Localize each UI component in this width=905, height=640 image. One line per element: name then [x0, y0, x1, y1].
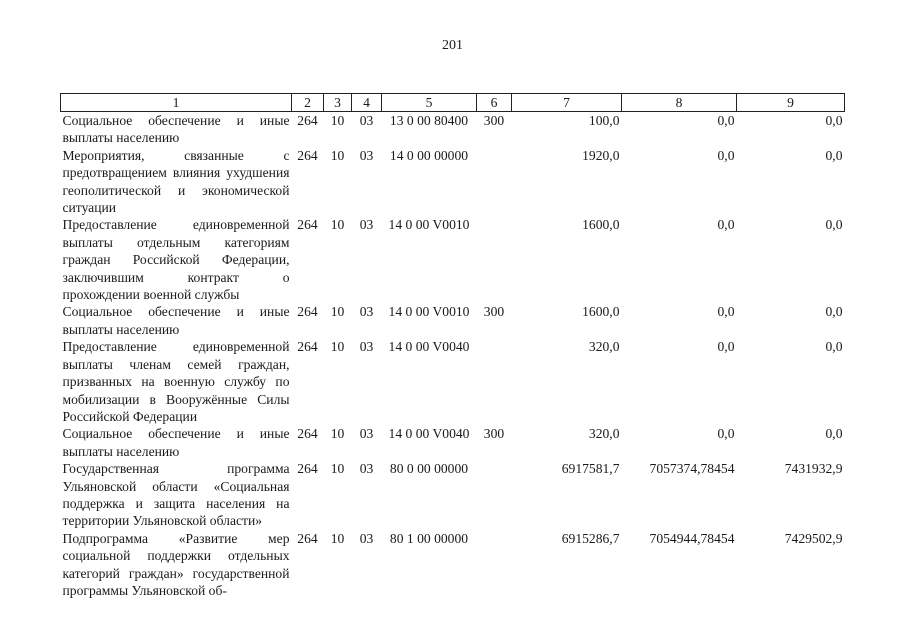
row-c8: 7054944,78454	[649, 530, 735, 546]
row-c2: 264	[297, 461, 318, 477]
row-c8: 0,0	[717, 217, 735, 233]
row-c4: 03	[359, 426, 374, 442]
row-c3: 10	[330, 147, 345, 163]
row-c3: 10	[330, 426, 345, 442]
table-row	[61, 303, 845, 338]
row-c2: 264	[297, 339, 318, 355]
row-c8: 0,0	[717, 339, 735, 355]
row-c9: 0,0	[825, 426, 843, 442]
row-c8: 0,0	[717, 113, 735, 128]
row-c6	[477, 147, 512, 217]
row-c2: 264	[297, 113, 318, 128]
row-c6	[477, 460, 512, 530]
row-name: Предоставление единовременной выплаты членам семей граждан, призванных на военную службу по мобилизации в Вооружённые Силы Российской Федерации	[62, 339, 290, 424]
row-c2: 264	[297, 304, 318, 320]
row-c7: 320,0	[588, 339, 620, 355]
row-c7: 6915286,7	[561, 530, 620, 546]
row-c2: 264	[297, 426, 318, 442]
row-c7: 320,0	[588, 426, 620, 442]
page-number: 201	[442, 38, 463, 53]
table-row	[61, 147, 845, 217]
row-c5: 14 0 00 V0040	[388, 426, 470, 442]
row-name: Социальное обеспечение и иные выплаты населению	[62, 426, 290, 459]
row-c9: 0,0	[825, 147, 843, 163]
row-c6	[477, 216, 512, 303]
row-c6	[477, 338, 512, 425]
column-header-2: 2	[292, 94, 324, 112]
table-row	[61, 460, 845, 530]
column-header-5: 5	[382, 94, 477, 112]
row-c9: 0,0	[825, 339, 843, 355]
row-c3: 10	[330, 530, 345, 546]
row-c4: 03	[359, 217, 374, 233]
table-row	[61, 338, 845, 425]
column-header-1: 1	[61, 94, 292, 112]
row-c7: 1920,0	[582, 147, 620, 163]
row-c6: 300	[483, 426, 505, 442]
row-c7: 1600,0	[582, 217, 620, 233]
row-c5: 14 0 00 V0010	[388, 217, 470, 233]
table-row	[61, 530, 845, 600]
row-name: Социальное обеспечение и иные выплаты населению	[62, 113, 290, 146]
row-name: Мероприятия, связанные с предотвращением влияния ухудшения геополитической и экономической ситуации	[62, 147, 290, 216]
budget-table	[60, 93, 845, 599]
row-c2: 264	[297, 147, 318, 163]
row-c6: 300	[483, 304, 505, 320]
row-c3: 10	[330, 304, 345, 320]
row-c5: 14 0 00 V0010	[388, 304, 470, 320]
column-header-6: 6	[477, 94, 512, 112]
row-c9: 0,0	[825, 304, 843, 320]
table-row	[61, 216, 845, 303]
row-c4: 03	[359, 147, 374, 163]
row-c4: 03	[359, 113, 374, 128]
row-c3: 10	[330, 461, 345, 477]
row-c5: 80 1 00 00000	[389, 530, 469, 546]
row-c9: 0,0	[825, 113, 843, 128]
row-name: Подпрограмма «Развитие мер социальной поддержки отдельных категорий граждан» государственной программы Ульяновской об-	[62, 530, 290, 598]
table-row	[61, 425, 845, 460]
row-c2: 264	[297, 530, 318, 546]
row-c2: 264	[297, 217, 318, 233]
row-c6	[477, 530, 512, 600]
row-c4: 03	[359, 461, 374, 477]
row-c5: 14 0 00 00000	[389, 147, 469, 163]
row-name: Предоставление единовременной выплаты отдельным категориям граждан Российской Федерации, заключившим контракт о прохождении военной службы	[62, 217, 290, 303]
row-c9: 0,0	[825, 217, 843, 233]
column-header-4: 4	[352, 94, 382, 112]
row-c3: 10	[330, 339, 345, 355]
row-c4: 03	[359, 304, 374, 320]
row-c9: 7429502,9	[784, 530, 843, 546]
row-c7: 1600,0	[582, 304, 620, 320]
row-name: Государственная программа Ульяновской области «Социальная поддержка и защита населения на территории Ульяновской области»	[62, 461, 290, 529]
row-c8: 0,0	[717, 304, 735, 320]
column-header-3: 3	[324, 94, 352, 112]
row-c3: 10	[330, 217, 345, 233]
column-header-9: 9	[737, 94, 845, 112]
table-header-row	[61, 94, 845, 112]
row-c5: 14 0 00 V0040	[388, 339, 470, 355]
table-row	[61, 112, 845, 147]
row-c5: 80 0 00 00000	[389, 461, 469, 477]
row-c5: 13 0 00 80400	[389, 113, 469, 128]
row-name: Социальное обеспечение и иные выплаты населению	[62, 304, 290, 337]
row-c7: 6917581,7	[561, 461, 620, 477]
row-c4: 03	[359, 339, 374, 355]
row-c8: 0,0	[717, 426, 735, 442]
column-header-8: 8	[622, 94, 737, 112]
row-c3: 10	[330, 113, 345, 128]
row-c8: 0,0	[717, 147, 735, 163]
row-c9: 7431932,9	[784, 461, 843, 477]
column-header-7: 7	[512, 94, 622, 112]
row-c7: 100,0	[588, 113, 620, 128]
row-c6: 300	[483, 113, 505, 128]
row-c8: 7057374,78454	[649, 461, 735, 477]
row-c4: 03	[359, 530, 374, 546]
